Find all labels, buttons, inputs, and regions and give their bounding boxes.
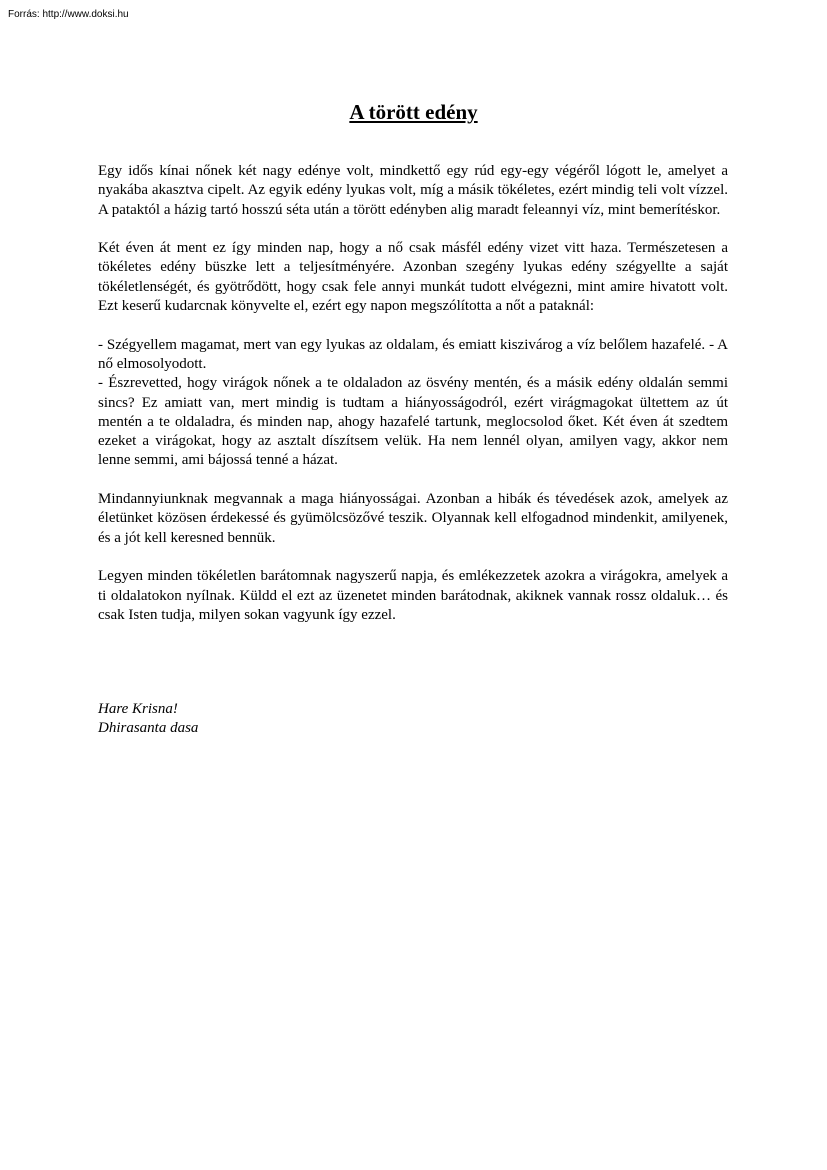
signature xyxy=(98,700,198,739)
paragraph-3: Mindannyiunknak megvannak a maga hiányosságai. Azonban a hibák és tévedések azok, amelyek az életünket közösen érdekessé és gyümölcsözővé teszik. Olyannak kell elfogadnod mindenkit, amilyenek, és a jót kell keresned bennük. xyxy=(98,491,728,546)
document-body xyxy=(98,162,728,625)
dialogue-paragraph xyxy=(98,336,728,471)
dialogue-line-2: - Észrevetted, hogy virágok nőnek a te oldaladon az ösvény mentén, és a másik edény oldalán semmi sincs? Ez amiatt van, mert mindig is tudtam a hiányosságodról, ezért virágmagokat ültettem az út mentén a te oldaladra, és minden nap, ahogy hazafelé tartunk, meglocsolod őket. Két éven át szedtem ezeket a virágokat, hogy az asztalt díszítsem velük. Ha nem lennél olyan, amilyen vagy, akkor nem lenne semmi, ami bájossá tenné a házat. xyxy=(98,375,728,469)
paragraph-1: Egy idős kínai nőnek két nagy edénye volt, mindkettő egy rúd egy-egy végéről lógott le, amelyet a nyakába akasztva cipelt. Az egyik edény lyukas volt, míg a másik tökéletes, ezért mindig teli volt vízzel. A pataktól a házig tartó hosszú séta után a törött edényben alig maradt feleannyi víz, mint bemerítéskor. xyxy=(98,163,728,218)
source-line: Forrás: http://www.doksi.hu xyxy=(8,9,129,20)
paragraph-2: Két éven át ment ez így minden nap, hogy a nő csak másfél edény vizet vitt haza. Természetesen a tökéletes edény büszke lett a teljesítményére. Azonban szegény lyukas edény szégyellte a saját tökéletlenségét, és gyötrődött, hogy csak fele annyi munkát tudott elvégezni, mint amire hivatott volt. Ezt keserű kudarcnak könyvelte el, ezért egy napon megszólította a nőt a pataknál: xyxy=(98,240,728,315)
signature-line-1: Hare Krisna! xyxy=(98,701,178,717)
paragraph-4: Legyen minden tökéletlen barátomnak nagyszerű napja, és emlékezzetek azokra a virágokra, amelyek a ti oldalatokon nyílnak. Küldd el ezt az üzenetet minden barátodnak, akiknek vannak rossz oldaluk… és csak Isten tudja, milyen sokan vagyunk így ezzel. xyxy=(98,568,728,623)
dialogue-line-1: - Szégyellem magamat, mert van egy lyukas az oldalam, és emiatt kiszivárog a víz belőlem hazafelé. - A nő elmosolyodott. xyxy=(98,336,728,372)
signature-line-2: Dhirasanta dasa xyxy=(98,720,199,737)
document-title: A törött edény xyxy=(349,100,478,124)
